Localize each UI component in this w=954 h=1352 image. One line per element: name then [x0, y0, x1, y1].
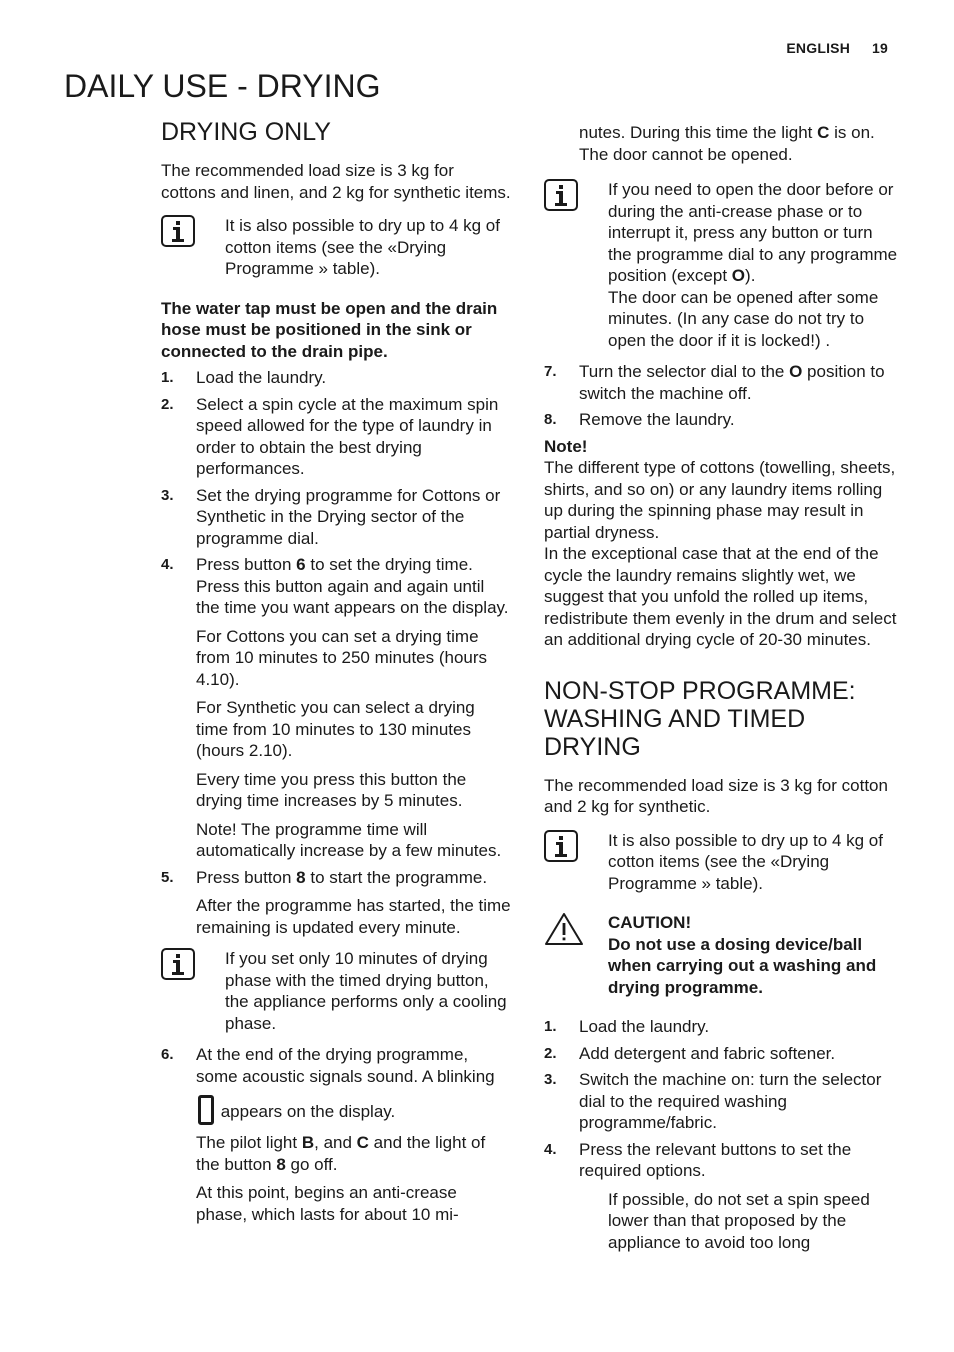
list-item: 3. Switch the machine on: turn the selector dial to the required washing programme/fabric. — [544, 1070, 882, 1132]
list-item: 4. Press the relevant buttons to set the required options. If possible, do not set a spin speed lower than that proposed by the appliance to avoid too long — [544, 1139, 899, 1254]
list-item: 5. Press button 8 to start the programme. After the programme has started, the time remaining is updated every minute. — [161, 867, 511, 937]
note-paragraph: The different type of cottons (towelling, sheets, shirts, and so on) or any laundry items rolling up during the spinning phase may result in partial dryness. — [544, 458, 896, 542]
steps-list — [161, 367, 511, 938]
note-paragraph: In the exceptional case that at the end of the cycle the laundry remains slightly wet, we suggest that you unfold the rolled up items, redistribute them evenly in the drum and select an additional drying cycle of 20-30 minutes. — [544, 544, 897, 649]
note-label: Note! — [544, 436, 588, 456]
step-detail: For Cottons you can set a drying time from 10 minutes to 250 minutes (hours 4.10). — [196, 626, 488, 689]
language-label: ENGLISH — [786, 40, 851, 56]
list-item: 1. Load the laundry. — [544, 1017, 710, 1036]
step-detail: Every time you press this button the drying time increases by 5 minutes. — [196, 769, 467, 810]
intro-paragraph: The recommended load size is 3 kg for cotton and 2 kg for synthetic. — [544, 775, 888, 816]
info-note — [161, 948, 511, 1034]
section-title-non-stop: NON-STOP PROGRAMME: WASHING AND TIMED DRYING — [544, 676, 856, 761]
left-column — [161, 118, 511, 1230]
step-detail: Note! The programme time will automatically increase by a few minutes. — [196, 819, 502, 860]
list-item: 3. Set the drying programme for Cottons or Synthetic in the Drying sector of the programme dial. — [161, 485, 501, 548]
info-text: If you set only 10 minutes of drying phase with the timed drying button, the appliance performs only a cooling phase. — [225, 949, 507, 1033]
steps-list — [544, 361, 899, 431]
list-item: 6. At the end of the drying programme, some acoustic signals sound. A blinking appears on the display. The pilot light B, and C and the light of the button 8 go off. At this point, begins an anti-crease phase, which lasts for about 10 mi- — [161, 1044, 511, 1225]
info-text: It is also possible to dry up to 4 kg of cotton items (see the «Drying Programme » table). — [225, 216, 500, 278]
right-column — [544, 122, 899, 1258]
intro-paragraph: The recommended load size is 3 kg for cottons and linen, and 2 kg for synthetic items. — [161, 161, 511, 202]
continued-text: nutes. During this time the light C is on. The door cannot be opened. — [579, 123, 875, 164]
info-text: It is also possible to dry up to 4 kg of cotton items (see the «Drying Programme » table). — [608, 830, 883, 893]
caution-text: Do not use a dosing device/ball when carrying out a washing and drying programme. — [608, 934, 877, 997]
info-icon — [544, 179, 578, 211]
step-detail: If possible, do not set a spin speed lower than that proposed by the appliance to avoid too long — [608, 1189, 870, 1252]
info-note — [544, 179, 899, 351]
page-number: 19 — [872, 40, 888, 56]
info-icon — [161, 948, 195, 980]
info-icon — [544, 830, 578, 862]
section-title-drying-only: DRYING ONLY — [161, 118, 331, 146]
info-icon — [161, 215, 195, 247]
step-detail: After the programme has started, the time remaining is updated every minute. — [196, 896, 511, 937]
step-detail: At this point, begins an anti-crease phase, which lasts for about 10 mi- — [196, 1183, 459, 1224]
steps-list — [544, 1016, 899, 1253]
list-item: 8. Remove the laundry. — [544, 410, 735, 429]
step-detail: For Synthetic you can select a drying time from 10 minutes to 130 minutes (hours 2.10). — [196, 698, 475, 760]
caution-note — [544, 912, 899, 998]
list-item: 2. Add detergent and fabric softener. — [544, 1043, 836, 1063]
info-note — [544, 830, 899, 895]
list-item: 1. Load the laundry. — [161, 368, 327, 387]
page-header — [786, 38, 888, 60]
display-blink-icon — [198, 1095, 214, 1125]
steps-list — [161, 1044, 511, 1225]
list-item: 2. Select a spin cycle at the maximum spin speed allowed for the type of laundry in order to obtain the best drying performances. — [161, 394, 499, 478]
caution-label: CAUTION! — [608, 913, 692, 932]
list-item: 4. Press button 6 to set the drying time. Press this button again and again until the time you want appears on the display. For Cottons you can set a drying time from 10 minutes to 250 minutes (hours 4.10). For Synthetic you can select a drying time from 10 minutes to 130 minutes (hours 2.10). Every time you press this button the drying time increases by 5 minutes. Note! The programme time will automatically increase by a few minutes. — [161, 554, 511, 862]
step-detail: The pilot light B, and C and the light of the button 8 go off. — [196, 1133, 486, 1174]
info-text: If you need to open the door before or during the anti-crease phase or to interrupt it, press any button or turn the programme dial to any programme position (except O). The door can be opened after some minutes. (In any case do not try to open the door if it is locked!) . — [608, 180, 898, 350]
info-note — [161, 215, 511, 280]
warning-triangle-icon — [544, 912, 584, 946]
page-title: DAILY USE - DRYING — [64, 68, 381, 104]
list-item: 7. Turn the selector dial to the O position to switch the machine off. — [544, 362, 885, 403]
warning-paragraph: The water tap must be open and the drain hose must be positioned in the sink or connected to the drain pipe. — [161, 298, 498, 361]
